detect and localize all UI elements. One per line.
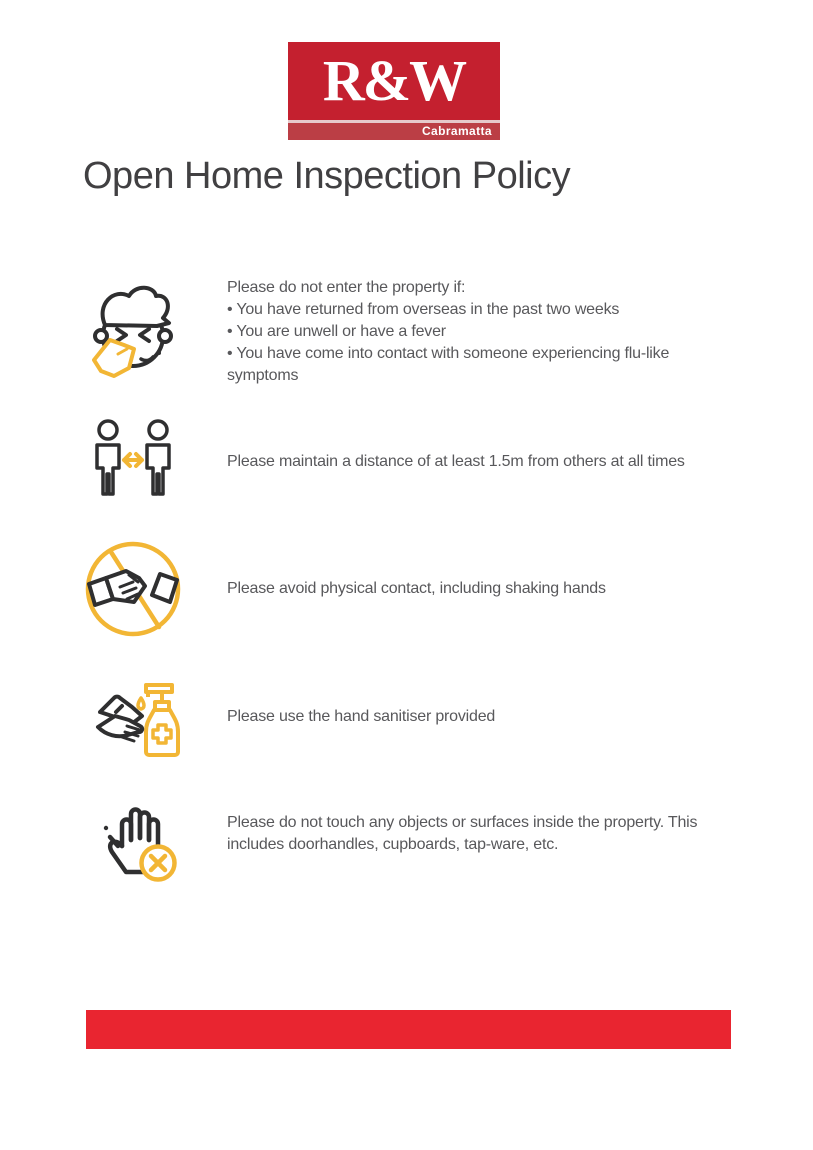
rule-text-line: • You have returned from overseas in the past two weeks (227, 301, 620, 318)
rw-logo (288, 42, 500, 140)
logo-location-band: Cabramatta (288, 123, 500, 140)
rule-text-line: Please avoid physical contact, including shaking hands (227, 580, 606, 597)
sneezing-person-icon (84, 276, 180, 386)
rw-logo-box (288, 42, 500, 120)
social-distance-icon (86, 418, 180, 502)
rule-1-text (227, 277, 669, 387)
rule-5-text (227, 812, 697, 856)
rule-text-line: includes doorhandles, cupboards, tap-ware, etc. (227, 836, 559, 853)
rw-brand-text: R&W (322, 48, 466, 113)
rule-text-line: Please do not touch any objects or surfaces inside the property. This (227, 814, 698, 831)
page-title: Open Home Inspection Policy (83, 155, 571, 197)
rule-text-line: Please use the hand sanitiser provided (227, 708, 496, 725)
rule-2-text (227, 451, 685, 473)
rule-text-line: Please do not enter the property if: (227, 279, 466, 296)
rule-4-text (227, 706, 495, 728)
rule-3-text (227, 578, 606, 600)
footer-bar (86, 1010, 731, 1049)
rule-text-line: Please maintain a distance of at least 1.5m from others at all times (227, 453, 685, 470)
hand-sanitiser-icon (92, 664, 190, 768)
rule-text-line: symptoms (227, 367, 299, 384)
rule-text-line: • You are unwell or have a fever (227, 323, 446, 340)
no-handshake-icon (82, 538, 184, 640)
rule-text-line: • You have come into contact with someone experiencing flu-like (227, 345, 670, 362)
do-not-touch-icon (94, 790, 186, 882)
